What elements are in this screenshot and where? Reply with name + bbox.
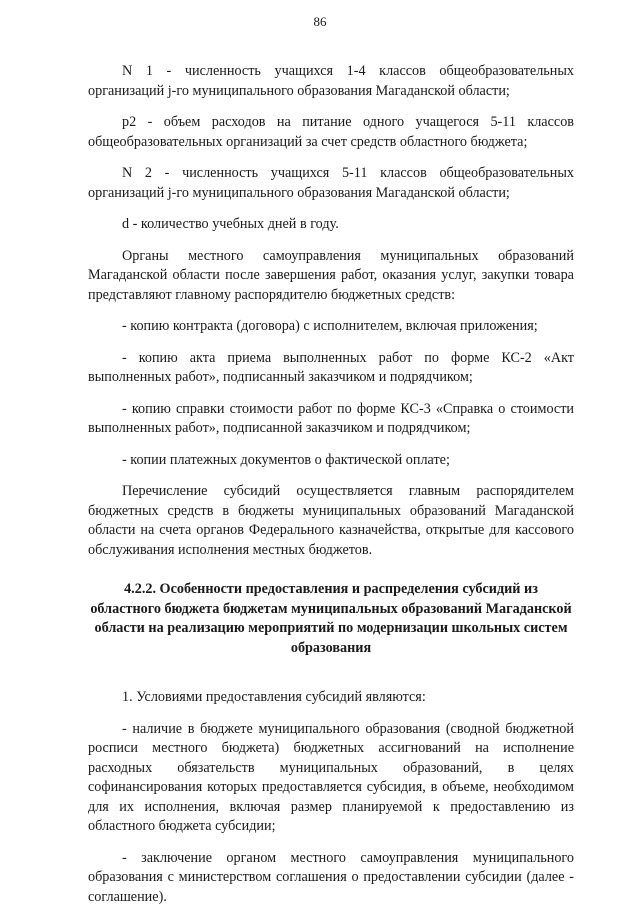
list-item: - копию контракта (договора) с исполнителем, включая приложения; [122,318,538,334]
list-item: - копию акта приема выполненных работ по форме КС-2 «Акт выполненных работ», подписанный заказчиком и подрядчиком; [88,349,574,385]
list-item: - заключение органом местного самоуправления муниципального образования с министерством соглашения о предоставлении субсидии (далее - соглашение). [88,849,574,905]
list-item: - копии платежных документов о фактической оплате; [122,451,450,468]
paragraph: p2 - объем расходов на питание одного учащегося 5-11 классов общеобразовательных организаций за счет средств областного бюджета; [88,114,574,150]
document-body [88,62,574,919]
page-number: 86 [313,14,327,29]
paragraph: N 2 - численность учащихся 5-11 классов общеобразовательных организаций j-го муниципального образования Магаданской области; [88,165,574,201]
list-item: - копию справки стоимости работ по форме КС-3 «Справка о стоимости выполненных работ», подписанной заказчиком и подрядчиком; [88,400,574,436]
list-item: - наличие в бюджете муниципального образования (сводной бюджетной росписи местного бюджета) бюджетных ассигнований на исполнение расходных обязательств муниципальных образований, в целях софинансирования которых предоставляется субсидия, в объеме, необходимом для их исполнения, включая размер планируемой к предоставлению из областного бюджета субсидии; [88,720,574,834]
section-heading: 4.2.2. Особенности предоставления и распределения субсидий из областного бюджета бюджетам муниципальных образований Магаданской области на реализацию мероприятий по модернизации школьных систем образования [90,581,572,656]
paragraph: Перечисление субсидий осуществляется главным распорядителем бюджетных средств в бюджеты муниципальных образований Магаданской области на счета органов Федерального казначейства, открытые для кассового обслуживания исполнения местных бюджетов. [88,483,574,558]
paragraph: Органы местного самоуправления муниципальных образований Магаданской области после завершения работ, оказания услуг, закупки товара представляют главному распорядителю бюджетных средств: [88,247,574,303]
paragraph: N 1 - численность учащихся 1-4 классов общеобразовательных организаций j-го муниципального образования Магаданской области; [88,63,574,99]
paragraph: 1. Условиями предоставления субсидий являются: [122,689,426,705]
paragraph: d - количество учебных дней в году. [122,216,339,232]
